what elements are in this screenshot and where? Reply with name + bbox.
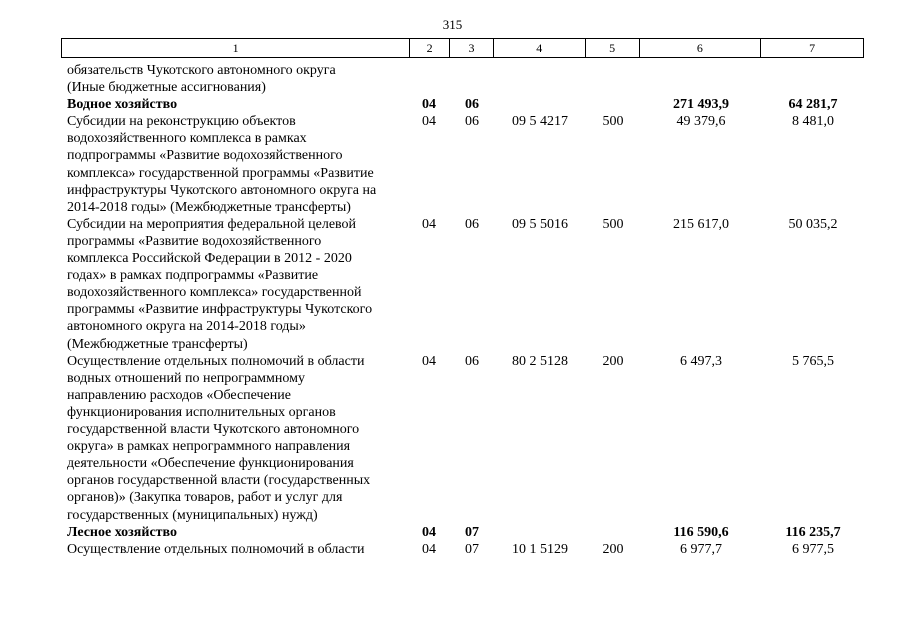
row-c2: 04: [422, 216, 436, 232]
table-row: [0, 96, 905, 113]
row-c2: 04: [422, 97, 436, 113]
row-name: Лесное хозяйство: [67, 524, 178, 540]
table-row: [0, 541, 905, 558]
row-c6: 6 977,7: [680, 541, 722, 557]
table-row: [0, 113, 905, 216]
row-name: Осуществление отдельных полномочий в области водных отношений по непрограммному направлению расходов «Обеспечение функционирования исполнительных органов государственной власти Чукотского автономного округа» в рамках непрограммного направления деятельности «Обеспечение функционирования органов государственной власти (государственных органов)» (Закупка товаров, работ и услуг для государственных (муниципальных) нужд): [67, 353, 371, 523]
row-name: Водное хозяйство: [67, 97, 178, 113]
table-row: [0, 524, 905, 541]
row-name: обязательств Чукотского автономного округа (Иные бюджетные ассигнования): [67, 63, 336, 96]
row-c3: 06: [465, 353, 479, 369]
row-c7: 116 235,7: [785, 524, 841, 540]
row-c7: 6 977,5: [792, 541, 834, 557]
row-c6: 6 497,3: [680, 353, 722, 369]
row-name: Осуществление отдельных полномочий в области: [67, 541, 365, 557]
row-c6: 49 379,6: [676, 114, 726, 130]
row-c2: 04: [422, 524, 436, 540]
row-c7: 64 281,7: [788, 97, 838, 113]
row-c6: 116 590,6: [673, 524, 729, 540]
row-c5: 500: [602, 114, 624, 130]
row-c6: 271 493,9: [673, 97, 729, 113]
row-c3: 06: [465, 97, 479, 113]
row-c2: 04: [422, 114, 436, 130]
row-c4: 09 5 5016: [512, 216, 568, 232]
row-name: Субсидии на мероприятия федеральной целевой программы «Развитие водохозяйственного комплекса Российской Федерации в 2012 - 2020 годах» в рамках подпрограммы «Развитие водохозяйственного комплекса» государственной программы «Развитие инфраструктуры Чукотского автономного округа на 2014-2018 годы» (Межбюджетные трансферты): [67, 216, 373, 352]
row-name: Субсидии на реконструкцию объектов водохозяйственного комплекса в рамках подпрограммы «Развитие водохозяйственного комплекса» государственной программы «Развитие инфраструктуры Чукотского автономного округа на 2014-2018 годы» (Межбюджетные трансферты): [67, 114, 377, 215]
header-col-1: 1: [62, 39, 410, 57]
row-c4: 09 5 4217: [512, 114, 568, 130]
header-col-5: 5: [586, 39, 640, 57]
row-c3: 07: [465, 524, 479, 540]
row-c3: 06: [465, 114, 479, 130]
header-col-4: 4: [494, 39, 586, 57]
row-c2: 04: [422, 541, 436, 557]
row-c5: 200: [602, 541, 624, 557]
row-c7: 8 481,0: [792, 114, 834, 130]
row-c4: 10 1 5129: [512, 541, 568, 557]
row-c3: 06: [465, 216, 479, 232]
row-c3: 07: [465, 541, 479, 557]
header-col-2: 2: [410, 39, 450, 57]
row-c5: 200: [602, 353, 624, 369]
row-c6: 215 617,0: [673, 216, 729, 232]
row-c4: 80 2 5128: [512, 353, 568, 369]
row-c7: 5 765,5: [792, 353, 834, 369]
table-row: [0, 216, 905, 353]
table-header: [61, 38, 864, 58]
row-c2: 04: [422, 353, 436, 369]
table-body: [0, 62, 905, 558]
header-col-3: 3: [450, 39, 494, 57]
row-c5: 500: [602, 216, 624, 232]
table-row: [0, 353, 905, 524]
row-c7: 50 035,2: [788, 216, 838, 232]
header-col-7: 7: [809, 41, 816, 55]
page-number: 315: [442, 17, 463, 32]
table-row: [0, 62, 905, 96]
header-col-6: 6: [640, 39, 762, 57]
